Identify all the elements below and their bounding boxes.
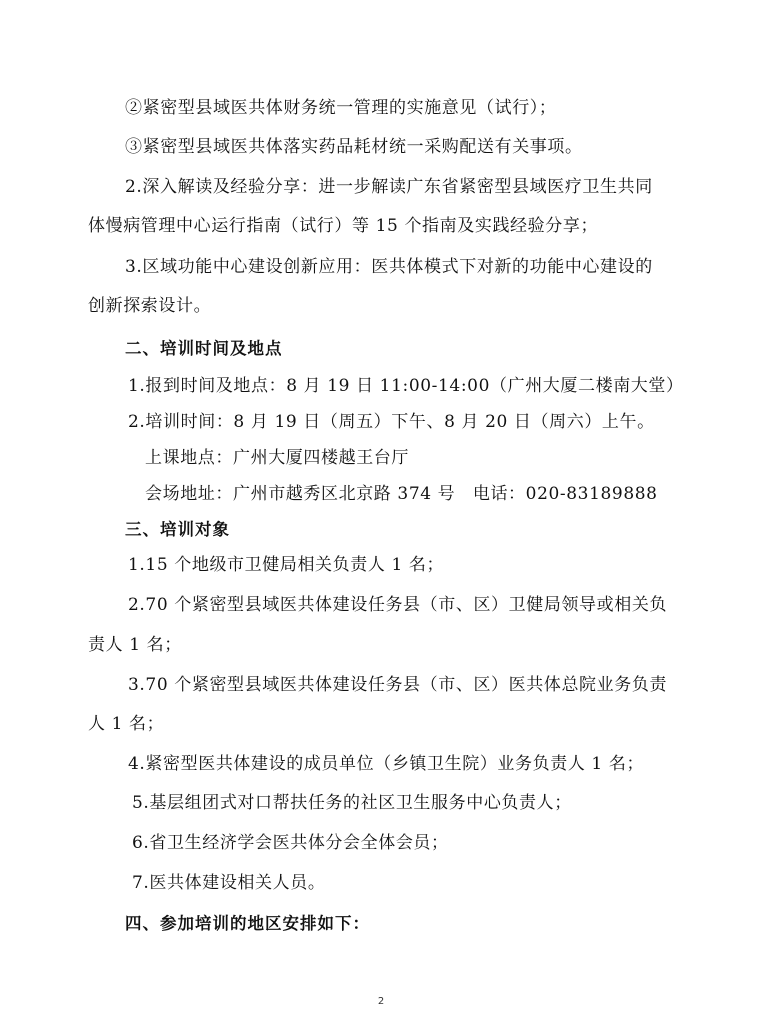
section-heading-time-location: 二、培训时间及地点 [125,339,283,358]
text-line-section1-item2: 2.深入解读及经验分享：进一步解读广东省紧密型县域医疗卫生共同 [125,177,653,197]
text-line-venue-address: 会场地址：广州市越秀区北京路 374 号 电话：020-83189888 [145,484,658,504]
text-line-registration: 1.报到时间及地点：8 月 19 日 11:00-14:00（广州大厦二楼南大堂） [128,376,684,396]
text-line-item-2: ②紧密型县域医共体财务统一管理的实施意见（试行）； [125,98,557,118]
text-line-section1-item2-cont: 体慢病管理中心运行指南（试行）等 15 个指南及实践经验分享； [88,216,599,236]
text-line-item-3: ③紧密型县域医共体落实药品耗材统一采购配送有关事项。 [125,137,583,157]
text-line-participant-3: 3.70 个紧密型县域医共体建设任务县（市、区）医共体总院业务负责 [128,675,668,695]
text-line-participant-6: 6.省卫生经济学会医共体分会全体会员； [132,833,449,853]
page-number: 2 [377,996,385,1007]
text-line-section1-item3: 3.区域功能中心建设创新应用：医共体模式下对新的功能中心建设的 [125,257,653,277]
text-line-participant-2: 2.70 个紧密型县域医共体建设任务县（市、区）卫健局领导或相关负 [128,595,668,615]
section-heading-participants: 三、培训对象 [125,520,230,539]
text-line-class-location: 上课地点：广州大厦四楼越王台厅 [145,448,409,468]
text-line-participant-2-cont: 责人 1 名； [88,635,182,655]
section-heading-regions: 四、参加培训的地区安排如下： [125,914,370,933]
text-line-participant-3-cont: 人 1 名； [88,714,165,734]
text-line-training-time: 2.培训时间：8 月 19 日（周五）下午、8 月 20 日（周六）上午。 [128,412,655,432]
text-line-participant-4: 4.紧密型医共体建设的成员单位（乡镇卫生院）业务负责人 1 名； [128,754,645,774]
text-line-participant-5: 5.基层组团式对口帮扶任务的社区卫生服务中心负责人； [132,793,572,813]
text-line-participant-7: 7.医共体建设相关人员。 [132,873,326,893]
text-line-section1-item3-cont: 创新探索设计。 [88,296,212,316]
text-line-participant-1: 1.15 个地级市卫健局相关负责人 1 名； [128,555,445,575]
